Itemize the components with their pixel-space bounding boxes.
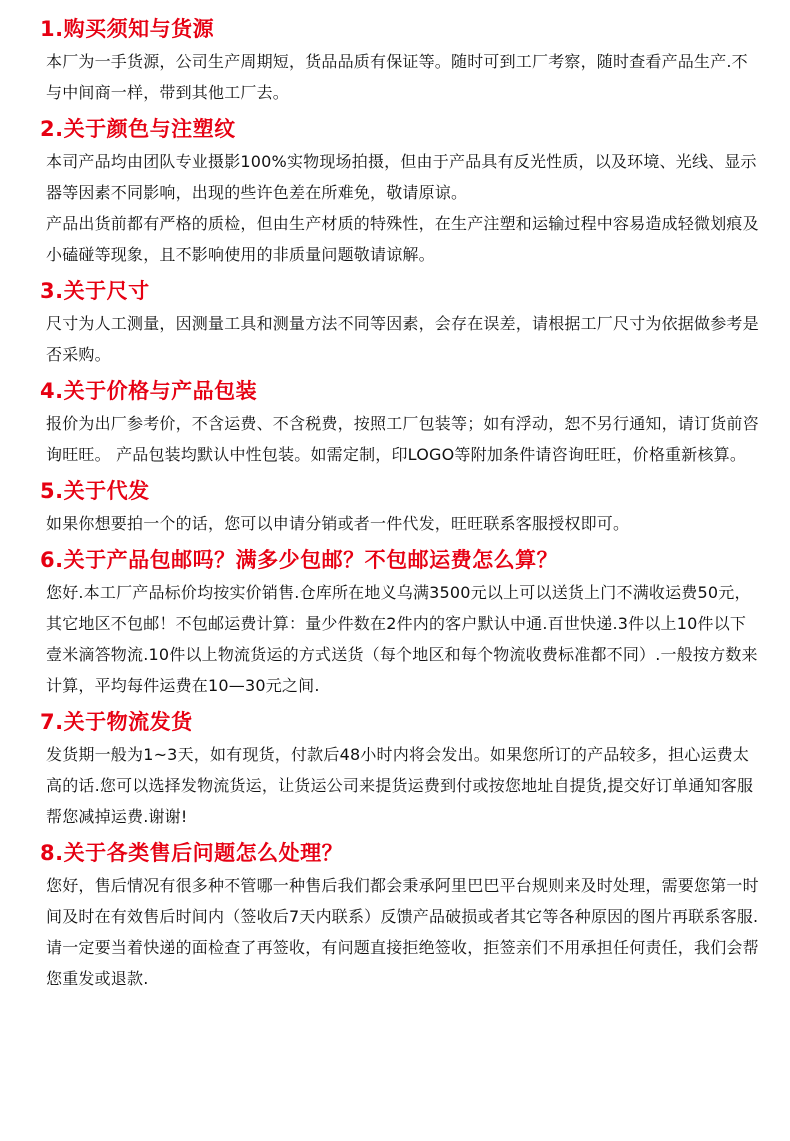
section-heading: 1.购买须知与货源 — [40, 17, 215, 41]
section-heading: 4.关于价格与产品包装 — [40, 379, 258, 403]
section-heading: 7.关于物流发货 — [40, 710, 193, 734]
section-paragraph: 本司产品均由团队专业摄影100%实物现场拍摄，但由于产品具有反光性质，以及环境、光线、显示器等因素不同影响，出现的些许色差在所难免，敬请原谅。 — [46, 152, 757, 202]
notice-document — [40, 12, 760, 998]
section-color-and-texture — [40, 112, 760, 270]
section-heading: 2.关于颜色与注塑纹 — [40, 117, 236, 141]
section-paragraph: 您好.本工厂产品标价均按实价销售.仓库所在地义乌满3500元以上可以送货上门不满收运费50元，其它地区不包邮！不包邮运费计算：量少件数在2件内的客户默认中通.百世快递.3件以上10件以下壹米滴答物流.10件以上物流货运的方式送货（每个地区和每个物流收费标准都不同）.一般按方数来计算，平均每件运费在10—30元之间. — [46, 583, 758, 695]
section-heading: 3.关于尺寸 — [40, 279, 150, 303]
section-logistics — [40, 705, 760, 832]
section-paragraph: 尺寸为人工测量，因测量工具和测量方法不同等因素，会存在误差，请根据工厂尺寸为依据做参考是否采购。 — [46, 314, 759, 364]
section-paragraph: 本厂为一手货源，公司生产周期短，货品品质有保证等。随时可到工厂考察，随时查看产品生产.不与中间商一样，带到其他工厂去。 — [46, 52, 748, 102]
section-after-sales — [40, 836, 760, 994]
section-free-shipping — [40, 543, 760, 701]
section-paragraph: 如果你想要拍一个的话，您可以申请分销或者一件代发，旺旺联系客服授权即可。 — [46, 514, 630, 533]
section-heading: 5.关于代发 — [40, 479, 150, 503]
section-paragraph: 报价为出厂参考价，不含运费、不含税费，按照工厂包装等；如有浮动，恕不另行通知，请订货前咨询旺旺。 产品包装均默认中性包装。如需定制，印LOGO等附加条件请咨询旺旺，价格重新核算。 — [46, 414, 759, 464]
section-paragraph: 发货期一般为1~3天，如有现货，付款后48小时内将会发出。如果您所订的产品较多，担心运费太高的话.您可以选择发物流货运，让货运公司来提货运费到付或按您地址自提货,提交好订单通知客服帮您减掉运费.谢谢! — [46, 745, 754, 826]
section-price-and-packaging — [40, 374, 760, 470]
section-heading: 6.关于产品包邮吗？满多少包邮？不包邮运费怎么算？ — [40, 548, 559, 572]
section-paragraph: 产品出货前都有严格的质检，但由生产材质的特殊性，在生产注塑和运输过程中容易造成轻微划痕及小磕碰等现象，且不影响使用的非质量问题敬请谅解。 — [46, 214, 759, 264]
section-purchase-and-source — [40, 12, 760, 108]
section-dropshipping — [40, 474, 760, 539]
section-size — [40, 274, 760, 370]
section-paragraph: 您好，售后情况有很多种不管哪一种售后我们都会秉承阿里巴巴平台规则来及时处理，需要您第一时间及时在有效售后时间内（签收后7天内联系）反馈产品破损或者其它等各种原因的图片再联系客服.请一定要当着快递的面检查了再签收，有问题直接拒绝签收，拒签亲们不用承担任何责任，我们会帮您重发或退款. — [46, 876, 759, 988]
section-heading: 8.关于各类售后问题怎么处理？ — [40, 841, 344, 865]
